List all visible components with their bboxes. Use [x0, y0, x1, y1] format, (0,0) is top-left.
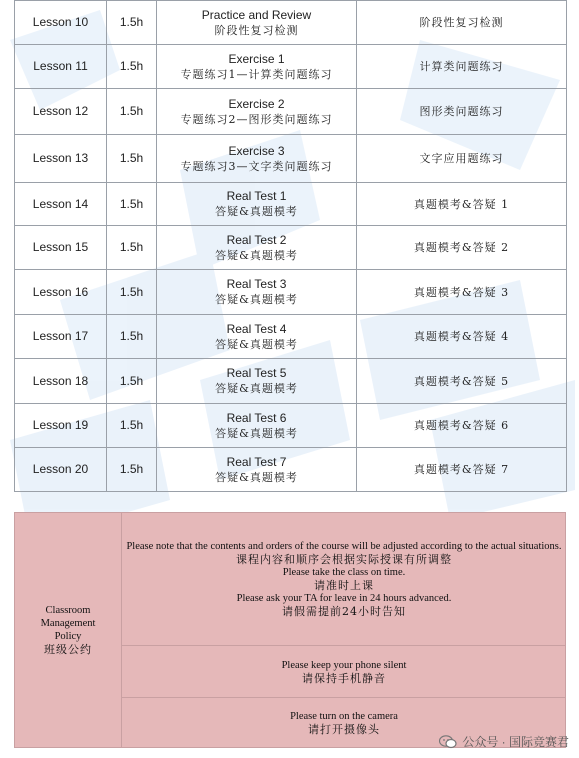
lesson-cell: Lesson 18: [15, 359, 107, 404]
topic-en: Real Test 4: [226, 321, 287, 336]
policy-line: Please ask your TA for leave in 24 hours advanced.: [236, 593, 452, 604]
footer-text: 公众号 · 国际竞赛君: [462, 735, 569, 749]
policy-line: 请保持手机静音: [302, 671, 386, 685]
hours-cell: 1.5h: [107, 135, 157, 183]
lesson-cell: Lesson 15: [15, 226, 107, 270]
table-row: [15, 45, 567, 89]
topic-cn: 答疑&真题模考: [215, 382, 298, 395]
hours-cell: 1.5h: [107, 359, 157, 404]
lesson-cell: Lesson 20: [15, 448, 107, 492]
policy-label-en: Classroom Management Policy: [40, 605, 96, 642]
hours-cell: 1.5h: [107, 89, 157, 135]
table-row: [15, 448, 567, 492]
lesson-cell: Lesson 10: [15, 1, 107, 45]
hours-cell: 1.5h: [107, 45, 157, 89]
policy-section-general: [122, 513, 566, 645]
table-row: [15, 270, 567, 315]
table-row: [15, 183, 567, 226]
policy-line: Please keep your phone silent: [281, 659, 407, 671]
topic-en: Real Test 2: [226, 232, 287, 247]
policy-line: Please turn on the camera: [290, 710, 398, 722]
topic-cell: [157, 45, 357, 89]
topic-cell: [157, 448, 357, 492]
topic-en: Exercise 2: [228, 96, 285, 111]
policy-line: 请准时上课: [314, 579, 374, 592]
lesson-cell: Lesson 14: [15, 183, 107, 226]
topic-en: Real Test 5: [226, 366, 287, 380]
lesson-cell: Lesson 16: [15, 270, 107, 315]
description-cell: 真题模考&答疑 7: [357, 448, 567, 492]
topic-cn: 专题练习3—文字类问题练习: [180, 159, 333, 173]
topic-cn: 专题练习2—图形类问题练习: [180, 112, 333, 126]
table-row: [15, 359, 567, 404]
hours-cell: 1.5h: [107, 226, 157, 270]
hours-cell: 1.5h: [107, 183, 157, 226]
hours-cell: 1.5h: [107, 270, 157, 315]
topic-cell: [157, 1, 357, 45]
topic-cn: 阶段性复习检测: [214, 23, 299, 37]
policy-line: 请打开摄像头: [308, 722, 380, 736]
description-cell: 计算类问题练习: [357, 45, 567, 89]
topic-en: Real Test 3: [226, 277, 287, 291]
description-cell: 阶段性复习检测: [357, 1, 567, 45]
lesson-schedule-table: [14, 0, 567, 492]
policy-line: Please note that the contents and orders of the course will be adjusted according to the actual situations.: [126, 541, 562, 552]
description-cell: 真题模考&答疑 4: [357, 315, 567, 359]
topic-cn: 答疑&真题模考: [215, 248, 298, 262]
footer-account: [439, 733, 569, 750]
hours-cell: 1.5h: [107, 1, 157, 45]
hours-cell: 1.5h: [107, 315, 157, 359]
table-row: [15, 404, 567, 448]
topic-en: Real Test 6: [226, 410, 287, 425]
lesson-cell: Lesson 19: [15, 404, 107, 448]
lesson-cell: Lesson 11: [15, 45, 107, 89]
policy-line: 课程内容和顺序会根据实际授课有所调整: [236, 553, 452, 566]
table-row: [15, 1, 567, 45]
description-cell: 文字应用题练习: [357, 135, 567, 183]
lesson-cell: Lesson 12: [15, 89, 107, 135]
topic-en: Exercise 1: [228, 51, 285, 66]
policy-section-phone: [122, 645, 566, 697]
topic-cell: [157, 359, 357, 404]
description-cell: 真题模考&答疑 6: [357, 404, 567, 448]
description-cell: 真题模考&答疑 3: [357, 270, 567, 315]
policy-label-cn: 班级公约: [44, 643, 92, 656]
topic-en: Practice and Review: [201, 7, 312, 22]
policy-line: 请假需提前24小时告知: [282, 605, 406, 618]
topic-cell: [157, 183, 357, 226]
wechat-icon: [439, 735, 457, 749]
description-cell: 真题模考&答疑 2: [357, 226, 567, 270]
topic-cn: 答疑&真题模考: [215, 470, 298, 484]
lesson-cell: Lesson 13: [15, 135, 107, 183]
table-row: [15, 89, 567, 135]
policy-label: [15, 513, 121, 747]
topic-cn: 答疑&真题模考: [215, 426, 298, 440]
topic-cell: [157, 404, 357, 448]
classroom-policy: [14, 512, 566, 748]
description-cell: 真题模考&答疑 5: [357, 359, 567, 404]
topic-cell: [157, 226, 357, 270]
policy-content: [121, 513, 566, 747]
topic-cn: 答疑&真题模考: [215, 293, 298, 306]
hours-cell: 1.5h: [107, 448, 157, 492]
lesson-cell: Lesson 17: [15, 315, 107, 359]
table-row: [15, 226, 567, 270]
topic-cn: 专题练习1—计算类问题练习: [180, 67, 333, 81]
topic-cell: [157, 89, 357, 135]
topic-cn: 答疑&真题模考: [215, 337, 298, 351]
hours-cell: 1.5h: [107, 404, 157, 448]
topic-en: Exercise 3: [228, 143, 285, 158]
description-cell: 真题模考&答疑 1: [357, 183, 567, 226]
topic-cell: [157, 315, 357, 359]
topic-en: Real Test 7: [226, 454, 287, 469]
policy-line: Please take the class on time.: [282, 567, 406, 578]
topic-cell: [157, 135, 357, 183]
description-cell: 图形类问题练习: [357, 89, 567, 135]
topic-en: Real Test 1: [226, 189, 287, 203]
topic-cn: 答疑&真题模考: [215, 205, 298, 218]
table-row: [15, 315, 567, 359]
topic-cell: [157, 270, 357, 315]
table-row: [15, 135, 567, 183]
